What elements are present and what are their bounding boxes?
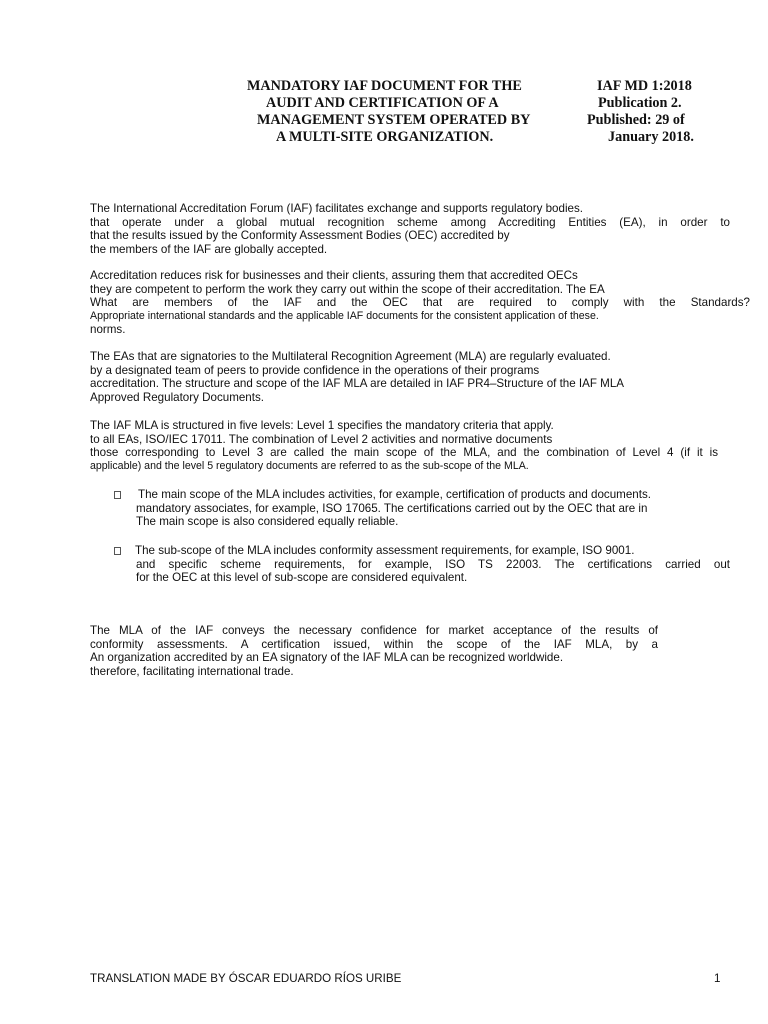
title-line: AUDIT AND CERTIFICATION OF A — [266, 95, 499, 111]
paragraph-line: therefore, facilitating international trade. — [90, 664, 294, 678]
paragraph-line: those corresponding to Level 3 are called the main scope of the MLA, and the combination of Level 4 (if it is — [90, 446, 718, 460]
paragraph-line: The IAF MLA is structured in five levels: Level 1 specifies the mandatory criteria that apply. — [90, 419, 554, 432]
list-item-line: The main scope of the MLA includes activities, for example, certification of products and documents. — [138, 488, 651, 501]
list-item-line: The main scope is also considered equally reliable. — [136, 515, 399, 529]
page-number: 1 — [714, 972, 721, 985]
publication-number: Publication 2. — [598, 95, 682, 111]
paragraph-line: accreditation. The structure and scope of the IAF MLA are detailed in IAF PR4–Structure of the IAF MLA — [90, 377, 625, 391]
footer-credit: TRANSLATION MADE BY ÓSCAR EDUARDO RÍOS URIBE — [90, 972, 402, 985]
document-code: IAF MD 1:2018 — [597, 78, 692, 94]
paragraph-line: What are members of the IAF and the OEC that are required to comply with the Standards? — [90, 296, 750, 310]
title-line: A MULTI-SITE ORGANIZATION. — [276, 129, 494, 145]
paragraph-line: they are competent to perform the work they carry out within the scope of their accreditation. The EA — [90, 282, 605, 296]
paragraph-closing — [90, 624, 658, 678]
paragraph-mla-signatories — [90, 350, 730, 404]
paragraph-line: Approved Regulatory Documents. — [90, 390, 264, 404]
paragraph-line: Accreditation reduces risk for businesses and their clients, assuring them that accredited OECs — [90, 269, 578, 282]
paragraph-line: by a designated team of peers to provide confidence in the operations of their programs — [90, 363, 540, 377]
paragraph-line: An organization accredited by an EA signatory of the IAF MLA can be recognized worldwide. — [90, 651, 564, 665]
publication-date: Published: 29 of — [587, 112, 685, 128]
title-line: MANAGEMENT SYSTEM OPERATED BY — [257, 112, 531, 128]
list-item — [110, 544, 730, 585]
paragraph-line: norms. — [90, 323, 126, 337]
paragraph-line: that operate under a global mutual recognition scheme among Accrediting Entities (EA), in order to — [90, 215, 730, 229]
bullet-box-icon — [114, 491, 121, 499]
paragraph-line: applicable) and the level 5 regulatory documents are referred to as the sub-scope of the MLA. — [90, 459, 529, 472]
paragraph-mla-levels — [90, 419, 718, 473]
paragraph-line: The EAs that are signatories to the Multilateral Recognition Agreement (MLA) are regularly evaluated. — [90, 350, 611, 363]
list-item-line: and specific scheme requirements, for example, ISO TS 22003. The certifications carried out — [136, 557, 730, 571]
bullet-box-icon — [114, 547, 121, 555]
paragraph-line: to all EAs, ISO/IEC 17011. The combination of Level 2 activities and normative documents — [90, 432, 553, 446]
paragraph-line: The MLA of the IAF conveys the necessary confidence for market acceptance of the results of — [90, 624, 658, 637]
paragraph-line: the members of the IAF are globally accepted. — [90, 242, 328, 256]
paragraph-accreditation — [90, 269, 750, 337]
list-item-line: mandatory associates, for example, ISO 17065. The certifications carried out by the OEC that are in — [136, 501, 648, 515]
paragraph-line: The International Accreditation Forum (IAF) facilitates exchange and supports regulatory bodies. — [90, 202, 583, 215]
paragraph-line: Appropriate international standards and the applicable IAF documents for the consistent application of these. — [90, 309, 599, 322]
title-line: MANDATORY IAF DOCUMENT FOR THE — [247, 78, 522, 94]
publication-date: January 2018. — [608, 129, 694, 145]
paragraph-iaf-intro — [90, 202, 730, 256]
paragraph-line: conformity assessments. A certification issued, within the scope of the IAF MLA, by a — [90, 637, 658, 651]
list-item-line: for the OEC at this level of sub-scope are considered equivalent. — [136, 571, 468, 585]
list-item — [110, 488, 730, 529]
list-item-line: The sub-scope of the MLA includes conformity assessment requirements, for example, ISO 9001. — [135, 544, 635, 557]
paragraph-line: that the results issued by the Conformity Assessment Bodies (OEC) accredited by — [90, 229, 510, 243]
